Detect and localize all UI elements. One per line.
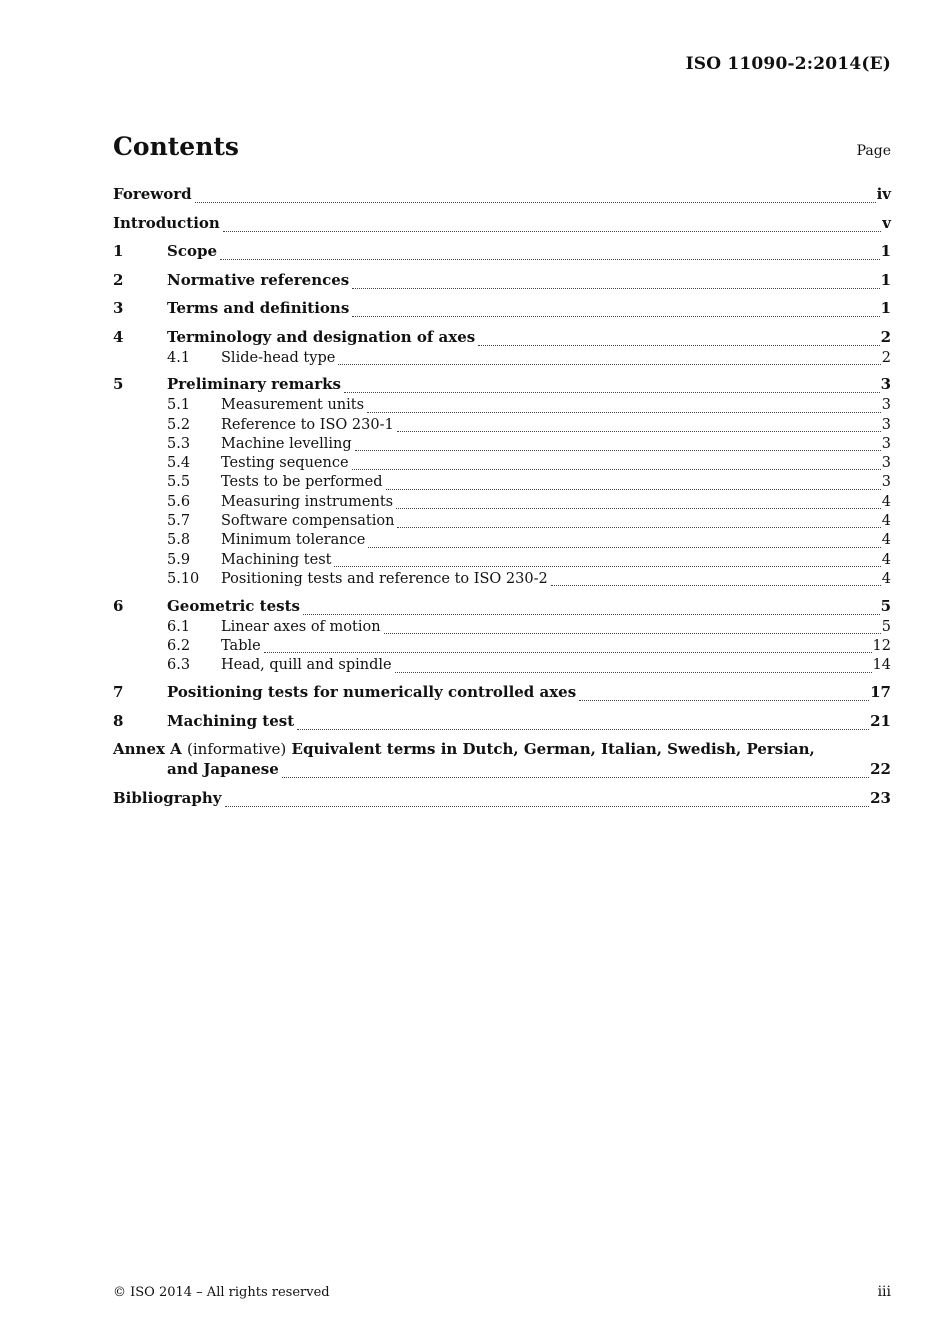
dot-leader — [478, 345, 879, 346]
toc-entry-subclause-6-2[interactable] — [113, 638, 891, 657]
toc-entry-title: Bibliography — [113, 788, 222, 807]
dot-leader — [352, 469, 881, 470]
dot-leader — [264, 652, 872, 653]
toc-entry-number: 5.8 — [167, 532, 191, 549]
toc-entry-subclause-6-1[interactable] — [113, 619, 891, 638]
dot-leader — [395, 672, 872, 673]
toc-entry-clause-1[interactable] — [113, 242, 891, 264]
toc-entry-title: Testing sequence — [221, 455, 349, 472]
dot-leader — [352, 288, 879, 289]
toc-entry-page: 4 — [881, 551, 891, 568]
toc-entry-clause-7[interactable] — [113, 683, 891, 705]
dot-leader — [220, 259, 880, 260]
toc-entry-page: 4 — [881, 513, 891, 530]
toc-entry-page: 3 — [881, 397, 891, 414]
toc-clauses — [113, 242, 891, 734]
document-id: ISO 11090-2:2014(E) — [685, 54, 891, 74]
toc-entry-title: Positioning tests for numerically controlled axes — [167, 683, 577, 702]
toc-entry-subclause-6-3[interactable] — [113, 657, 891, 676]
toc-entry-title: Terminology and designation of axes — [167, 327, 476, 346]
dot-leader — [223, 231, 881, 232]
annex-title-line1: Equivalent terms in Dutch, German, Italian, Swedish, Persian, — [291, 740, 815, 759]
toc-entry-number: 5.10 — [167, 570, 200, 587]
toc-entry-number: 4 — [113, 327, 124, 346]
toc-entry-title: Minimum tolerance — [221, 532, 366, 549]
dot-leader — [352, 316, 879, 317]
table-of-contents — [113, 185, 891, 811]
toc-entry-title: Scope — [167, 242, 218, 260]
toc-entry-title: Slide-head type — [221, 349, 336, 366]
toc-entry-subclause-5-3[interactable] — [113, 436, 891, 455]
toc-entry-subclause-5-4[interactable] — [113, 455, 891, 474]
toc-entry-subclause-5-5[interactable] — [113, 474, 891, 493]
toc-entry-annex-a[interactable] — [113, 740, 891, 760]
dot-leader — [355, 450, 881, 451]
toc-entry-number: 1 — [113, 242, 124, 260]
dot-leader — [397, 431, 881, 432]
toc-entry-subclause-5-6[interactable] — [113, 494, 891, 513]
toc-entry-clause-6[interactable] — [113, 597, 891, 619]
dot-leader — [579, 700, 869, 701]
dot-leader — [384, 633, 881, 634]
dot-leader — [368, 547, 880, 548]
dot-leader — [551, 585, 881, 586]
toc-entry-number: 7 — [113, 683, 124, 702]
toc-entry-page: v — [882, 213, 891, 232]
toc-entry-number: 5.7 — [167, 513, 191, 530]
toc-entry-foreword[interactable] — [113, 185, 891, 207]
toc-entry-title: Reference to ISO 230-1 — [221, 416, 394, 433]
toc-entry-title: Introduction — [113, 213, 220, 232]
annex-label: Annex A — [113, 740, 182, 759]
toc-entry-clause-3[interactable] — [113, 299, 891, 321]
toc-entry-number: 5.5 — [167, 474, 191, 491]
annex-title-line2: and Japanese — [167, 760, 279, 779]
dot-leader — [344, 392, 880, 393]
toc-entry-page: 22 — [870, 760, 891, 779]
toc-entry-page: 1 — [880, 299, 891, 317]
toc-entry-page: 3 — [881, 474, 891, 491]
toc-entry-title: Software compensation — [221, 513, 395, 530]
contents-title: Contents — [113, 132, 240, 161]
toc-entry-number: 4.1 — [167, 349, 191, 366]
toc-entry-page: 21 — [870, 711, 891, 730]
toc-entry-clause-2[interactable] — [113, 271, 891, 293]
toc-entry-number: 6.1 — [167, 618, 191, 635]
toc-entry-title: Positioning tests and reference to ISO 230-2 — [221, 570, 548, 587]
toc-entry-page: 3 — [881, 416, 891, 433]
toc-entry-title: Normative references — [167, 270, 350, 289]
toc-entry-title: Geometric tests — [167, 596, 300, 615]
toc-entry-title: Machine levelling — [221, 435, 352, 452]
page-column-label: Page — [856, 143, 891, 159]
toc-entry-subclause-5-1[interactable] — [113, 397, 891, 416]
toc-entry-number: 6.2 — [167, 638, 191, 655]
toc-entry-page: 3 — [880, 375, 891, 394]
footer-copyright: © ISO 2014 – All rights reserved — [113, 1285, 330, 1300]
toc-entry-title: Terms and definitions — [167, 299, 350, 317]
toc-entry-clause-8[interactable] — [113, 712, 891, 734]
toc-entry-number: 5.6 — [167, 493, 191, 510]
dot-leader — [396, 508, 881, 509]
toc-entry-number: 5.4 — [167, 455, 191, 472]
toc-entry-page: 4 — [881, 570, 891, 587]
dot-leader — [195, 202, 876, 203]
toc-entry-number: 5.2 — [167, 416, 191, 433]
toc-entry-page: 2 — [881, 349, 891, 366]
toc-entry-title: Head, quill and spindle — [221, 657, 392, 674]
toc-entry-title: Linear axes of motion — [221, 618, 381, 635]
dot-leader — [303, 614, 880, 615]
toc-entry-page: 23 — [870, 788, 891, 807]
toc-entry-title: Table — [221, 638, 261, 655]
toc-entry-title: Preliminary remarks — [167, 375, 341, 394]
toc-entry-number: 5.3 — [167, 435, 191, 452]
dot-leader — [225, 806, 870, 807]
dot-leader — [334, 566, 880, 567]
toc-entry-page: 14 — [872, 657, 891, 674]
annex-type: (informative) — [187, 740, 287, 759]
dot-leader — [282, 777, 869, 778]
toc-entry-number: 8 — [113, 711, 124, 730]
toc-entry-subclause-5-8[interactable] — [113, 532, 891, 551]
toc-entry-number: 5 — [113, 375, 124, 394]
toc-entry-page: 4 — [881, 532, 891, 549]
toc-entry-number: 6 — [113, 596, 124, 615]
toc-entry-annex-a-continued[interactable] — [113, 760, 891, 782]
toc-entry-page: 3 — [881, 455, 891, 472]
toc-entry-subclause-4-1[interactable] — [113, 350, 891, 369]
toc-entry-page: 1 — [880, 270, 891, 289]
toc-entry-title: Foreword — [113, 185, 192, 203]
toc-entry-bibliography[interactable] — [113, 789, 891, 811]
dot-leader — [386, 489, 881, 490]
footer-page-number: iii — [877, 1284, 891, 1300]
toc-entry-title: Machining test — [167, 711, 295, 730]
toc-entry-page: 1 — [880, 242, 891, 260]
toc-entry-page: 4 — [881, 493, 891, 510]
toc-entry-number: 5.9 — [167, 551, 191, 568]
toc-entry-title: Machining test — [221, 551, 332, 568]
toc-entry-number: 3 — [113, 299, 124, 317]
dot-leader — [397, 527, 880, 528]
toc-entry-page: 12 — [872, 638, 891, 655]
toc-entry-clause-5[interactable] — [113, 375, 891, 397]
dot-leader — [367, 412, 881, 413]
toc-entry-page: iv — [876, 185, 891, 203]
toc-entry-page: 5 — [880, 596, 891, 615]
toc-entry-title: Measurement units — [221, 397, 365, 414]
dot-leader — [338, 364, 880, 365]
toc-entry-introduction[interactable] — [113, 214, 891, 236]
toc-entry-subclause-5-9[interactable] — [113, 552, 891, 571]
toc-entry-title: Tests to be performed — [221, 474, 383, 491]
toc-entry-subclause-5-2[interactable] — [113, 417, 891, 436]
toc-entry-number: 6.3 — [167, 657, 191, 674]
toc-entry-page: 2 — [880, 327, 891, 346]
toc-entry-subclause-5-7[interactable] — [113, 513, 891, 532]
toc-entry-page: 5 — [881, 618, 891, 635]
toc-entry-number: 5.1 — [167, 397, 191, 414]
toc-entry-subclause-5-10[interactable] — [113, 571, 891, 590]
toc-entry-number: 2 — [113, 270, 124, 289]
toc-entry-page: 17 — [870, 683, 891, 702]
toc-entry-page: 3 — [881, 435, 891, 452]
toc-entry-clause-4[interactable] — [113, 328, 891, 350]
toc-entry-title: Measuring instruments — [221, 493, 394, 510]
dot-leader — [297, 729, 869, 730]
